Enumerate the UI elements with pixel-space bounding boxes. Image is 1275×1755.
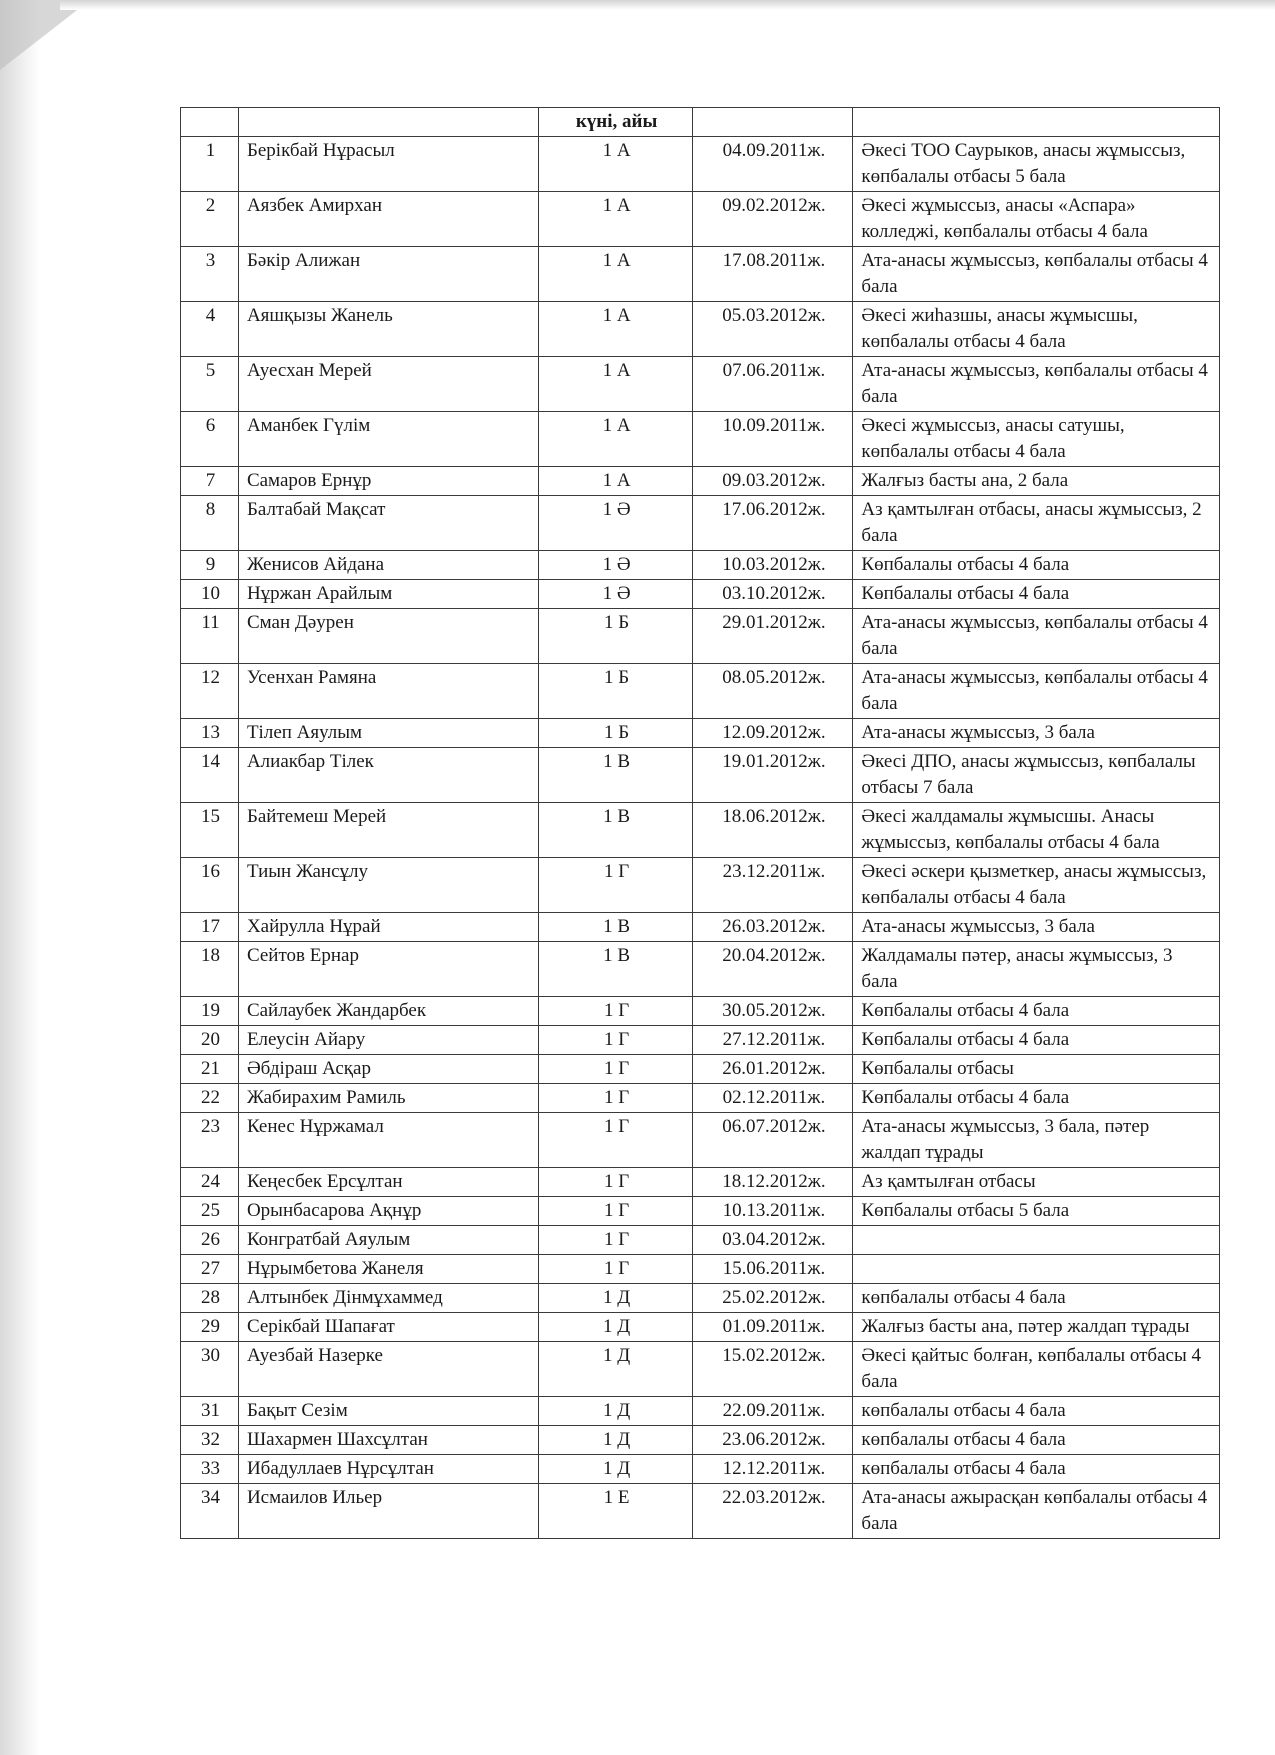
birth-date: 19.01.2012ж. xyxy=(693,748,853,803)
row-number: 22 xyxy=(181,1084,239,1113)
birth-date: 25.02.2012ж. xyxy=(693,1284,853,1313)
header-cell-note xyxy=(853,108,1220,137)
student-name: Орынбасарова Ақнұр xyxy=(238,1197,538,1226)
family-note: Әкесі жиһазшы, анасы жұмысшы, көпбалалы отбасы 4 бала xyxy=(853,302,1220,357)
class-name: 1 Г xyxy=(538,858,693,913)
row-number: 27 xyxy=(181,1255,239,1284)
family-note: Көпбалалы отбасы xyxy=(853,1055,1220,1084)
table-row xyxy=(181,1084,1220,1113)
student-name: Кеңесбек Ерсұлтан xyxy=(238,1168,538,1197)
family-note: Ата-анасы жұмыссыз, көпбалалы отбасы 4 бала xyxy=(853,357,1220,412)
table-header-row xyxy=(181,108,1220,137)
family-note: Жалдамалы пәтер, анасы жұмыссыз, 3 бала xyxy=(853,942,1220,997)
birth-date: 30.05.2012ж. xyxy=(693,997,853,1026)
birth-date: 17.08.2011ж. xyxy=(693,247,853,302)
row-number: 4 xyxy=(181,302,239,357)
birth-date: 10.13.2011ж. xyxy=(693,1197,853,1226)
row-number: 3 xyxy=(181,247,239,302)
family-note: Ата-анасы жұмыссыз, көпбалалы отбасы 4 бала xyxy=(853,247,1220,302)
birth-date: 05.03.2012ж. xyxy=(693,302,853,357)
family-note: Аз қамтылған отбасы xyxy=(853,1168,1220,1197)
family-note: Әкесі қайтыс болған, көпбалалы отбасы 4 бала xyxy=(853,1342,1220,1397)
student-name: Сман Дәурен xyxy=(238,609,538,664)
class-name: 1 Д xyxy=(538,1455,693,1484)
row-number: 7 xyxy=(181,467,239,496)
class-name: 1 А xyxy=(538,137,693,192)
family-note: Көпбалалы отбасы 4 бала xyxy=(853,997,1220,1026)
class-name: 1 Д xyxy=(538,1284,693,1313)
family-note: көпбалалы отбасы 4 бала xyxy=(853,1397,1220,1426)
table-row xyxy=(181,412,1220,467)
row-number: 25 xyxy=(181,1197,239,1226)
table-row xyxy=(181,137,1220,192)
birth-date: 12.12.2011ж. xyxy=(693,1455,853,1484)
birth-date: 29.01.2012ж. xyxy=(693,609,853,664)
header-cell-number xyxy=(181,108,239,137)
class-name: 1 Б xyxy=(538,719,693,748)
class-name: 1 Ә xyxy=(538,580,693,609)
family-note: Көпбалалы отбасы 4 бала xyxy=(853,1026,1220,1055)
row-number: 1 xyxy=(181,137,239,192)
class-name: 1 Ә xyxy=(538,496,693,551)
row-number: 13 xyxy=(181,719,239,748)
student-name: Самаров Ернұр xyxy=(238,467,538,496)
row-number: 18 xyxy=(181,942,239,997)
table-row xyxy=(181,1397,1220,1426)
table-row xyxy=(181,1426,1220,1455)
row-number: 34 xyxy=(181,1484,239,1539)
family-note: Әкесі ДПО, анасы жұмыссыз, көпбалалы отбасы 7 бала xyxy=(853,748,1220,803)
row-number: 32 xyxy=(181,1426,239,1455)
birth-date: 10.03.2012ж. xyxy=(693,551,853,580)
row-number: 10 xyxy=(181,580,239,609)
scan-top-edge xyxy=(60,0,1275,10)
table-row xyxy=(181,1055,1220,1084)
birth-date: 27.12.2011ж. xyxy=(693,1026,853,1055)
student-name: Бәкір Алижан xyxy=(238,247,538,302)
student-name: Алтынбек Дінмұхаммед xyxy=(238,1284,538,1313)
family-note: Ата-анасы жұмыссыз, 3 бала, пәтер жалдап тұрады xyxy=(853,1113,1220,1168)
header-cell-name xyxy=(238,108,538,137)
class-name: 1 Г xyxy=(538,1226,693,1255)
student-name: Хайрулла Нұрай xyxy=(238,913,538,942)
table-row xyxy=(181,1342,1220,1397)
class-name: 1 Б xyxy=(538,664,693,719)
table-row xyxy=(181,1255,1220,1284)
row-number: 8 xyxy=(181,496,239,551)
family-note: Жалғыз басты ана, 2 бала xyxy=(853,467,1220,496)
row-number: 6 xyxy=(181,412,239,467)
student-name: Сайлаубек Жандарбек xyxy=(238,997,538,1026)
student-name: Усенхан Рамяна xyxy=(238,664,538,719)
student-name: Берікбай Нұрасыл xyxy=(238,137,538,192)
student-name: Байтемеш Мерей xyxy=(238,803,538,858)
student-name: Кенес Нұржамал xyxy=(238,1113,538,1168)
birth-date: 22.03.2012ж. xyxy=(693,1484,853,1539)
class-name: 1 В xyxy=(538,803,693,858)
birth-date: 07.06.2011ж. xyxy=(693,357,853,412)
birth-date: 15.06.2011ж. xyxy=(693,1255,853,1284)
row-number: 20 xyxy=(181,1026,239,1055)
student-name: Серікбай Шапағат xyxy=(238,1313,538,1342)
student-table xyxy=(180,107,1220,1539)
student-name: Исмаилов Ильер xyxy=(238,1484,538,1539)
class-name: 1 А xyxy=(538,247,693,302)
student-name: Ибадуллаев Нұрсұлтан xyxy=(238,1455,538,1484)
family-note: Жалғыз басты ана, пәтер жалдап тұрады xyxy=(853,1313,1220,1342)
family-note: Әкесі жұмыссыз, анасы сатушы, көпбалалы отбасы 4 бала xyxy=(853,412,1220,467)
class-name: 1 Г xyxy=(538,997,693,1026)
birth-date: 17.06.2012ж. xyxy=(693,496,853,551)
scan-corner-fold xyxy=(0,0,90,70)
row-number: 29 xyxy=(181,1313,239,1342)
student-name: Ауезбай Назерке xyxy=(238,1342,538,1397)
family-note: Ата-анасы жұмыссыз, 3 бала xyxy=(853,719,1220,748)
row-number: 12 xyxy=(181,664,239,719)
family-note: Көпбалалы отбасы 4 бала xyxy=(853,580,1220,609)
row-number: 24 xyxy=(181,1168,239,1197)
family-note: Әкесі әскери қызметкер, анасы жұмыссыз, көпбалалы отбасы 4 бала xyxy=(853,858,1220,913)
family-note: Аз қамтылған отбасы, анасы жұмыссыз, 2 бала xyxy=(853,496,1220,551)
table-row xyxy=(181,1026,1220,1055)
header-cell-birth-date-label: күні, айы xyxy=(538,108,693,137)
student-table-body xyxy=(181,108,1220,1539)
student-name: Женисов Айдана xyxy=(238,551,538,580)
table-row xyxy=(181,1313,1220,1342)
class-name: 1 Д xyxy=(538,1426,693,1455)
family-note: көпбалалы отбасы 4 бала xyxy=(853,1455,1220,1484)
class-name: 1 Г xyxy=(538,1197,693,1226)
family-note xyxy=(853,1226,1220,1255)
row-number: 26 xyxy=(181,1226,239,1255)
birth-date: 23.12.2011ж. xyxy=(693,858,853,913)
family-note: Көпбалалы отбасы 5 бала xyxy=(853,1197,1220,1226)
class-name: 1 Б xyxy=(538,609,693,664)
birth-date: 10.09.2011ж. xyxy=(693,412,853,467)
row-number: 14 xyxy=(181,748,239,803)
student-name: Ауесхан Мерей xyxy=(238,357,538,412)
family-note xyxy=(853,1255,1220,1284)
birth-date: 23.06.2012ж. xyxy=(693,1426,853,1455)
student-name: Елеусін Айару xyxy=(238,1026,538,1055)
family-note: Көпбалалы отбасы 4 бала xyxy=(853,1084,1220,1113)
family-note: көпбалалы отбасы 4 бала xyxy=(853,1284,1220,1313)
class-name: 1 Г xyxy=(538,1055,693,1084)
table-row xyxy=(181,803,1220,858)
class-name: 1 А xyxy=(538,467,693,496)
row-number: 28 xyxy=(181,1284,239,1313)
class-name: 1 Е xyxy=(538,1484,693,1539)
table-row xyxy=(181,858,1220,913)
table-row xyxy=(181,913,1220,942)
table-row xyxy=(181,357,1220,412)
class-name: 1 Г xyxy=(538,1168,693,1197)
table-row xyxy=(181,496,1220,551)
table-row xyxy=(181,1197,1220,1226)
table-row xyxy=(181,1484,1220,1539)
table-row xyxy=(181,1113,1220,1168)
student-name: Шахармен Шахсұлтан xyxy=(238,1426,538,1455)
row-number: 19 xyxy=(181,997,239,1026)
birth-date: 18.06.2012ж. xyxy=(693,803,853,858)
row-number: 33 xyxy=(181,1455,239,1484)
class-name: 1 Д xyxy=(538,1397,693,1426)
row-number: 5 xyxy=(181,357,239,412)
birth-date: 03.10.2012ж. xyxy=(693,580,853,609)
row-number: 2 xyxy=(181,192,239,247)
birth-date: 03.04.2012ж. xyxy=(693,1226,853,1255)
table-row xyxy=(181,551,1220,580)
table-row xyxy=(181,719,1220,748)
family-note: Әкесі жұмыссыз, анасы «Аспара» колледжі, көпбалалы отбасы 4 бала xyxy=(853,192,1220,247)
class-name: 1 В xyxy=(538,748,693,803)
student-name: Бақыт Сезім xyxy=(238,1397,538,1426)
row-number: 11 xyxy=(181,609,239,664)
student-name: Аманбек Гүлім xyxy=(238,412,538,467)
birth-date: 09.03.2012ж. xyxy=(693,467,853,496)
student-name: Нұрымбетова Жанеля xyxy=(238,1255,538,1284)
birth-date: 26.01.2012ж. xyxy=(693,1055,853,1084)
family-note: Әкесі ТОО Саурыков, анасы жұмыссыз, көпбалалы отбасы 5 бала xyxy=(853,137,1220,192)
family-note: Әкесі жалдамалы жұмысшы. Анасы жұмыссыз, көпбалалы отбасы 4 бала xyxy=(853,803,1220,858)
birth-date: 20.04.2012ж. xyxy=(693,942,853,997)
birth-date: 18.12.2012ж. xyxy=(693,1168,853,1197)
student-name: Әбдіраш Асқар xyxy=(238,1055,538,1084)
birth-date: 12.09.2012ж. xyxy=(693,719,853,748)
table-row xyxy=(181,247,1220,302)
student-name: Нұржан Арайлым xyxy=(238,580,538,609)
student-name: Конгратбай Аяулым xyxy=(238,1226,538,1255)
class-name: 1 Д xyxy=(538,1342,693,1397)
class-name: 1 Г xyxy=(538,1113,693,1168)
class-name: 1 Г xyxy=(538,1255,693,1284)
family-note: Көпбалалы отбасы 4 бала xyxy=(853,551,1220,580)
scan-edge-shadow xyxy=(0,0,40,1755)
class-name: 1 Г xyxy=(538,1026,693,1055)
student-name: Алиакбар Тілек xyxy=(238,748,538,803)
class-name: 1 В xyxy=(538,942,693,997)
birth-date: 01.09.2011ж. xyxy=(693,1313,853,1342)
table-row xyxy=(181,467,1220,496)
table-row xyxy=(181,192,1220,247)
row-number: 23 xyxy=(181,1113,239,1168)
table-row xyxy=(181,664,1220,719)
student-name: Тілеп Аяулым xyxy=(238,719,538,748)
family-note: Ата-анасы жұмыссыз, 3 бала xyxy=(853,913,1220,942)
table-row xyxy=(181,1226,1220,1255)
birth-date: 02.12.2011ж. xyxy=(693,1084,853,1113)
row-number: 9 xyxy=(181,551,239,580)
student-name: Сейтов Ернар xyxy=(238,942,538,997)
row-number: 30 xyxy=(181,1342,239,1397)
birth-date: 04.09.2011ж. xyxy=(693,137,853,192)
table-row xyxy=(181,1455,1220,1484)
header-cell-date xyxy=(693,108,853,137)
class-name: 1 В xyxy=(538,913,693,942)
student-name: Аязбек Амирхан xyxy=(238,192,538,247)
table-row xyxy=(181,580,1220,609)
row-number: 31 xyxy=(181,1397,239,1426)
table-row xyxy=(181,302,1220,357)
student-name: Тиын Жансұлу xyxy=(238,858,538,913)
family-note: Ата-анасы ажырасқан көпбалалы отбасы 4 бала xyxy=(853,1484,1220,1539)
table-row xyxy=(181,609,1220,664)
table-row xyxy=(181,1284,1220,1313)
student-name: Балтабай Мақсат xyxy=(238,496,538,551)
class-name: 1 А xyxy=(538,357,693,412)
birth-date: 26.03.2012ж. xyxy=(693,913,853,942)
family-note: Ата-анасы жұмыссыз, көпбалалы отбасы 4 бала xyxy=(853,664,1220,719)
class-name: 1 А xyxy=(538,302,693,357)
table-row xyxy=(181,748,1220,803)
family-note: көпбалалы отбасы 4 бала xyxy=(853,1426,1220,1455)
student-name: Жабирахим Рамиль xyxy=(238,1084,538,1113)
student-name: Аяшқызы Жанель xyxy=(238,302,538,357)
class-name: 1 А xyxy=(538,192,693,247)
birth-date: 08.05.2012ж. xyxy=(693,664,853,719)
birth-date: 15.02.2012ж. xyxy=(693,1342,853,1397)
table-row xyxy=(181,997,1220,1026)
family-note: Ата-анасы жұмыссыз, көпбалалы отбасы 4 бала xyxy=(853,609,1220,664)
table-row xyxy=(181,1168,1220,1197)
birth-date: 06.07.2012ж. xyxy=(693,1113,853,1168)
birth-date: 22.09.2011ж. xyxy=(693,1397,853,1426)
table-row xyxy=(181,942,1220,997)
row-number: 17 xyxy=(181,913,239,942)
class-name: 1 А xyxy=(538,412,693,467)
class-name: 1 Г xyxy=(538,1084,693,1113)
class-name: 1 Д xyxy=(538,1313,693,1342)
row-number: 15 xyxy=(181,803,239,858)
birth-date: 09.02.2012ж. xyxy=(693,192,853,247)
row-number: 21 xyxy=(181,1055,239,1084)
row-number: 16 xyxy=(181,858,239,913)
class-name: 1 Ә xyxy=(538,551,693,580)
